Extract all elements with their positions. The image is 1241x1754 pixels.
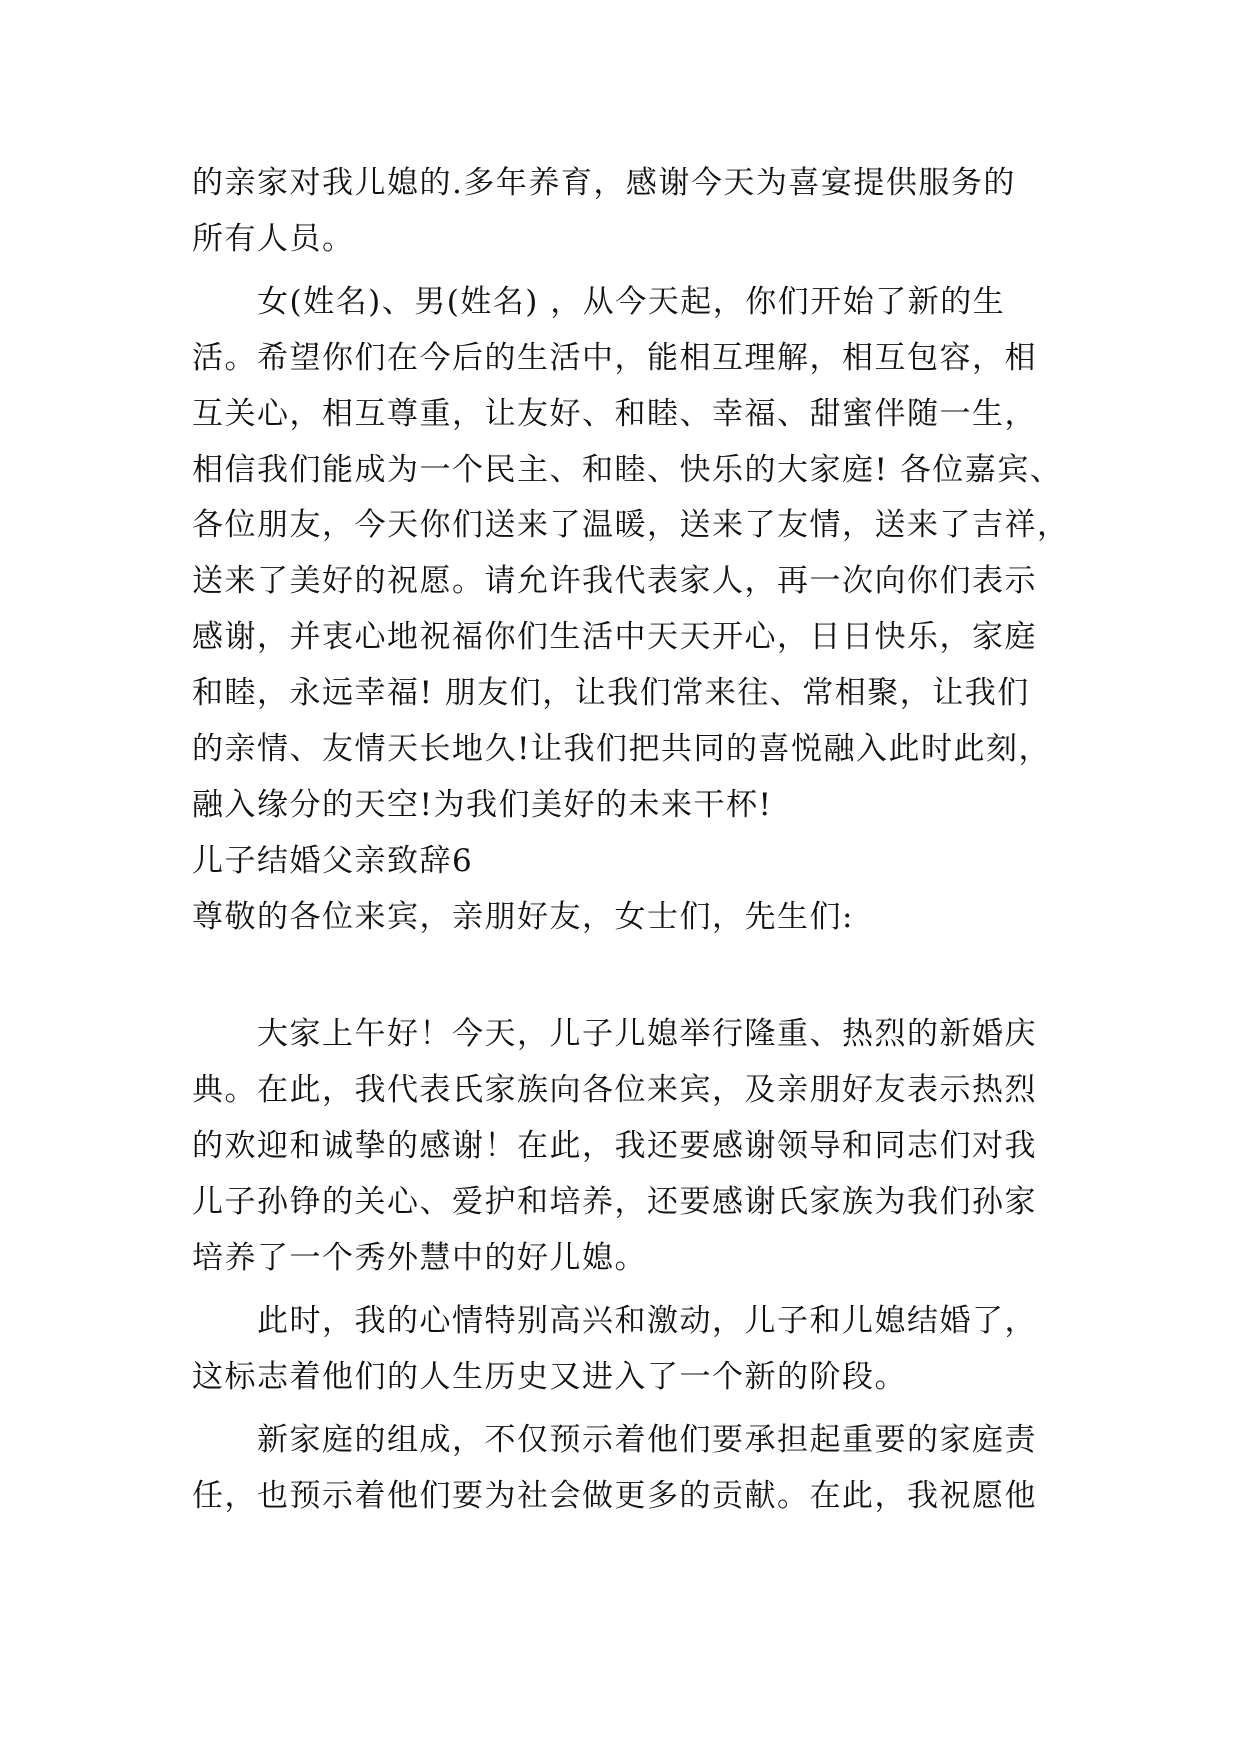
text-line: 的亲情、友情天长地久!让我们把共同的喜悦融入此时此刻，	[192, 731, 1051, 767]
text-line: 活。希望你们在今后的生活中，能相互理解，相互包容，相	[192, 340, 1037, 376]
paragraph-start-line: 大家上午好！今天，儿子儿媳举行隆重、热烈的新婚庆	[257, 1016, 1037, 1052]
text-line: 融入缘分的天空!为我们美好的未来干杯!	[192, 787, 773, 823]
paragraph-start-line: 新家庭的组成，不仅预示着他们要承担起重要的家庭责	[257, 1422, 1037, 1458]
text-line: 送来了美好的祝愿。请允许我代表家人，再一次向你们表示	[192, 563, 1037, 599]
text-line: 相信我们能成为一个民主、和睦、快乐的大家庭! 各位嘉宾、	[192, 452, 1063, 488]
text-line: 的欢迎和诚挚的感谢！在此，我还要感谢领导和同志们对我	[192, 1128, 1037, 1164]
text-line: 各位朋友，今天你们送来了温暖，送来了友情，送来了吉祥，	[192, 507, 1070, 543]
text-line: 儿子孙铮的关心、爱护和培养，还要感谢氏家族为我们孙家	[192, 1184, 1037, 1220]
text-line: 任，也预示着他们要为社会做更多的贡献。在此，我祝愿他	[192, 1478, 1037, 1514]
text-line: 互关心，相互尊重，让友好、和睦、幸福、甜蜜伴随一生，	[192, 396, 1037, 432]
text-line: 培养了一个秀外慧中的好儿媳。	[192, 1240, 647, 1276]
salutation: 尊敬的各位来宾，亲朋好友，女士们，先生们:	[192, 899, 854, 935]
text-line: 典。在此，我代表氏家族向各位来宾，及亲朋好友表示热烈	[192, 1072, 1037, 1108]
text-line: 这标志着他们的人生历史又进入了一个新的阶段。	[192, 1359, 907, 1395]
text-line: 和睦，永远幸福! 朋友们，让我们常来往、常相聚，让我们	[192, 675, 1030, 711]
paragraph-start-line: 此时，我的心情特别高兴和激动，儿子和儿媳结婚了，	[257, 1303, 1037, 1339]
text-line: 的亲家对我儿媳的.多年养育，感谢今天为喜宴提供服务的	[192, 165, 1016, 201]
text-line: 所有人员。	[192, 221, 355, 257]
section-heading: 儿子结婚父亲致辞6	[192, 843, 474, 879]
paragraph-start-line: 女(姓名)、男(姓名) ，从今天起，你们开始了新的生	[257, 284, 1006, 320]
text-line: 感谢，并衷心地祝福你们生活中天天开心，日日快乐，家庭	[192, 619, 1037, 655]
